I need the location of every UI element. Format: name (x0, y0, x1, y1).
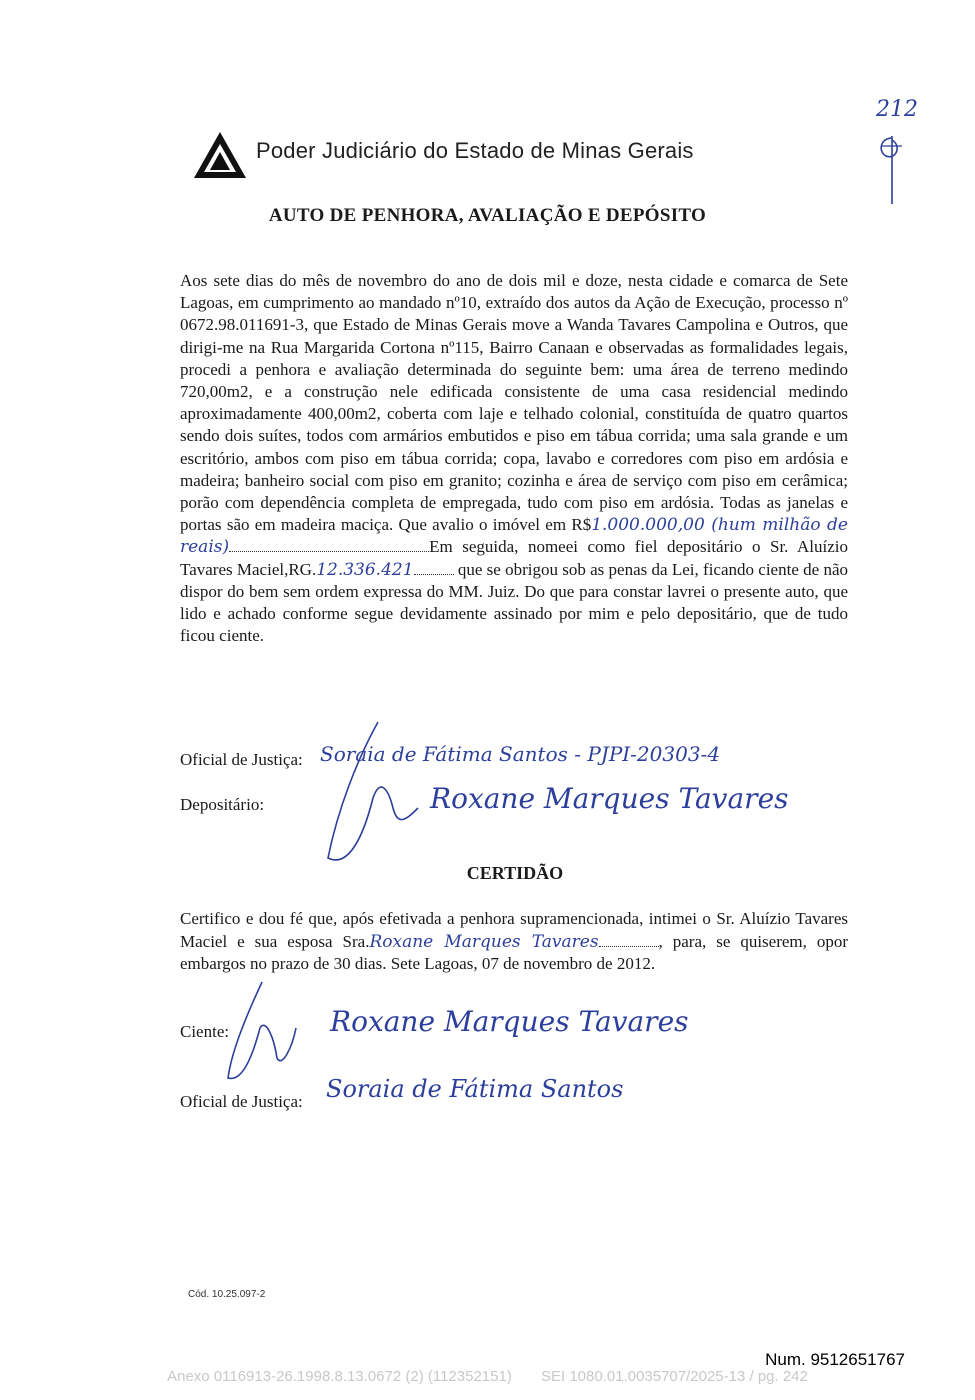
certidao-text-post: para, se quiserem, opor embargos no prazo de 30 dias. Sete Lagoas, 07 de novembro de 2012. (180, 931, 849, 974)
certidao-oficial-signature: Soraia de Fátima Santos (326, 1075, 624, 1103)
certidao-body: Certifico e dou fé que, após efetivada a penhora supramencionada, intimei o Sr. Aluízio Tavares Maciel e sua esposa Sra.Roxane Marques Tavares , para, se quiserem, opor embargos no prazo de 30 dias. Sete Lagoas, 07 de novembro de 2012. (180, 909, 849, 974)
depositario-signature: Roxane Marques Tavares (430, 782, 789, 815)
judiciary-triangle-logo (192, 130, 248, 180)
document-number: Num. 9512651767 (765, 1350, 905, 1369)
ciente-signature: Roxane Marques Tavares (330, 1005, 689, 1038)
oficial-label: Oficial de Justiça: (180, 750, 303, 769)
after-value-text: Em seguida, nomeei como fiel depositário o Sr. Aluízio Tavares Maciel,RG. (180, 537, 848, 579)
initials-scribble-2 (222, 978, 302, 1088)
initials-scribble-1 (318, 718, 428, 878)
auto-body (180, 270, 848, 647)
institution-name: Poder Judiciário do Estado de Minas Gerais (256, 138, 694, 163)
auto-paragraph: Aos sete dias do mês de novembro do ano de dois mil e doze, nesta cidade e comarca de Sete Lagoas, em cumprimento ao mandado nº10, extraído dos autos da Ação de Execução, processo nº 0672.98.011691-3, que Estado de Minas Gerais move a Wanda Tavares Campolina e Outros, que dirigi-me na Rua Margarida Cortona nº115, Bairro Canaan e observadas as formalidades legais, procedi a penhora e avaliação determinada do seguinte bem: uma área de terreno medindo 720,00m2, e a construção nele edificada consistente de uma casa residencial medindo aproximadamente 400,00m2, coberta com laje e telhado colonial, constituída de quatro quartos sendo dois suítes, todos com armários embutidos e piso em tábua corrida; uma sala grande e um escritório, ambos com piso em tábua corrida; copa, lavabo e corredores com piso em ardósia e madeira; banheiro social com piso em granito; cozinha e área de serviço com piso em cerâmica; porão com dependência completa de empregada, tudo com piso em ardósia. Todas as janelas e portas são em madeira maciça. Que avalio o imóvel em (180, 271, 848, 535)
handwritten-spouse-name: Roxane Marques Tavares (369, 931, 599, 952)
depositario-label: Depositário: (180, 795, 265, 814)
handwritten-value: 1.000.000,00 (hum milhão de reais) (180, 515, 848, 558)
rg-dotted-fill (414, 574, 454, 575)
value-dotted-fill (229, 551, 429, 552)
auto-closing-paragraph: que se obrigou sob as penas da Lei, ficando ciente de não dispor do bem sem ordem expressa do MM. Juiz. Do que para constar lavrei o presente auto, que lido e achado conforme segue devidamente assinado por mim e pelo depositário, que de tudo ficou ciente. (180, 559, 849, 646)
ciente-label: Ciente: (180, 1022, 230, 1041)
handwritten-rg: 12.336.421 (316, 559, 414, 580)
form-code: Cód. 10.25.097-2 (188, 1289, 266, 1300)
certidao-text-pre: Certifico e dou fé que, após efetivada a penhora supramencionada, intimei o Sr. Aluízio Tavares Maciel e sua esposa Sra. (180, 909, 848, 951)
currency-prefix: R$ (571, 515, 592, 535)
document-title: AUTO DE PENHORA, AVALIAÇÃO E DEPÓSITO (268, 205, 707, 226)
annex-watermark: Anexo 0116913-26.1998.8.13.0672 (2) (112352151) SEI 1080.01.0035707/2025-13 / pg. 242 (167, 1368, 808, 1385)
oficial-signature: Soraia de Fátima Santos - PJPI-20303-4 (320, 742, 721, 766)
spouse-dotted-fill (599, 946, 659, 947)
handwritten-page-number: 212 (876, 97, 918, 122)
certidao-oficial-label: Oficial de Justiça: (180, 1092, 303, 1111)
rubric-mark (872, 132, 912, 208)
certidao-title: CERTIDÃO (466, 863, 564, 883)
